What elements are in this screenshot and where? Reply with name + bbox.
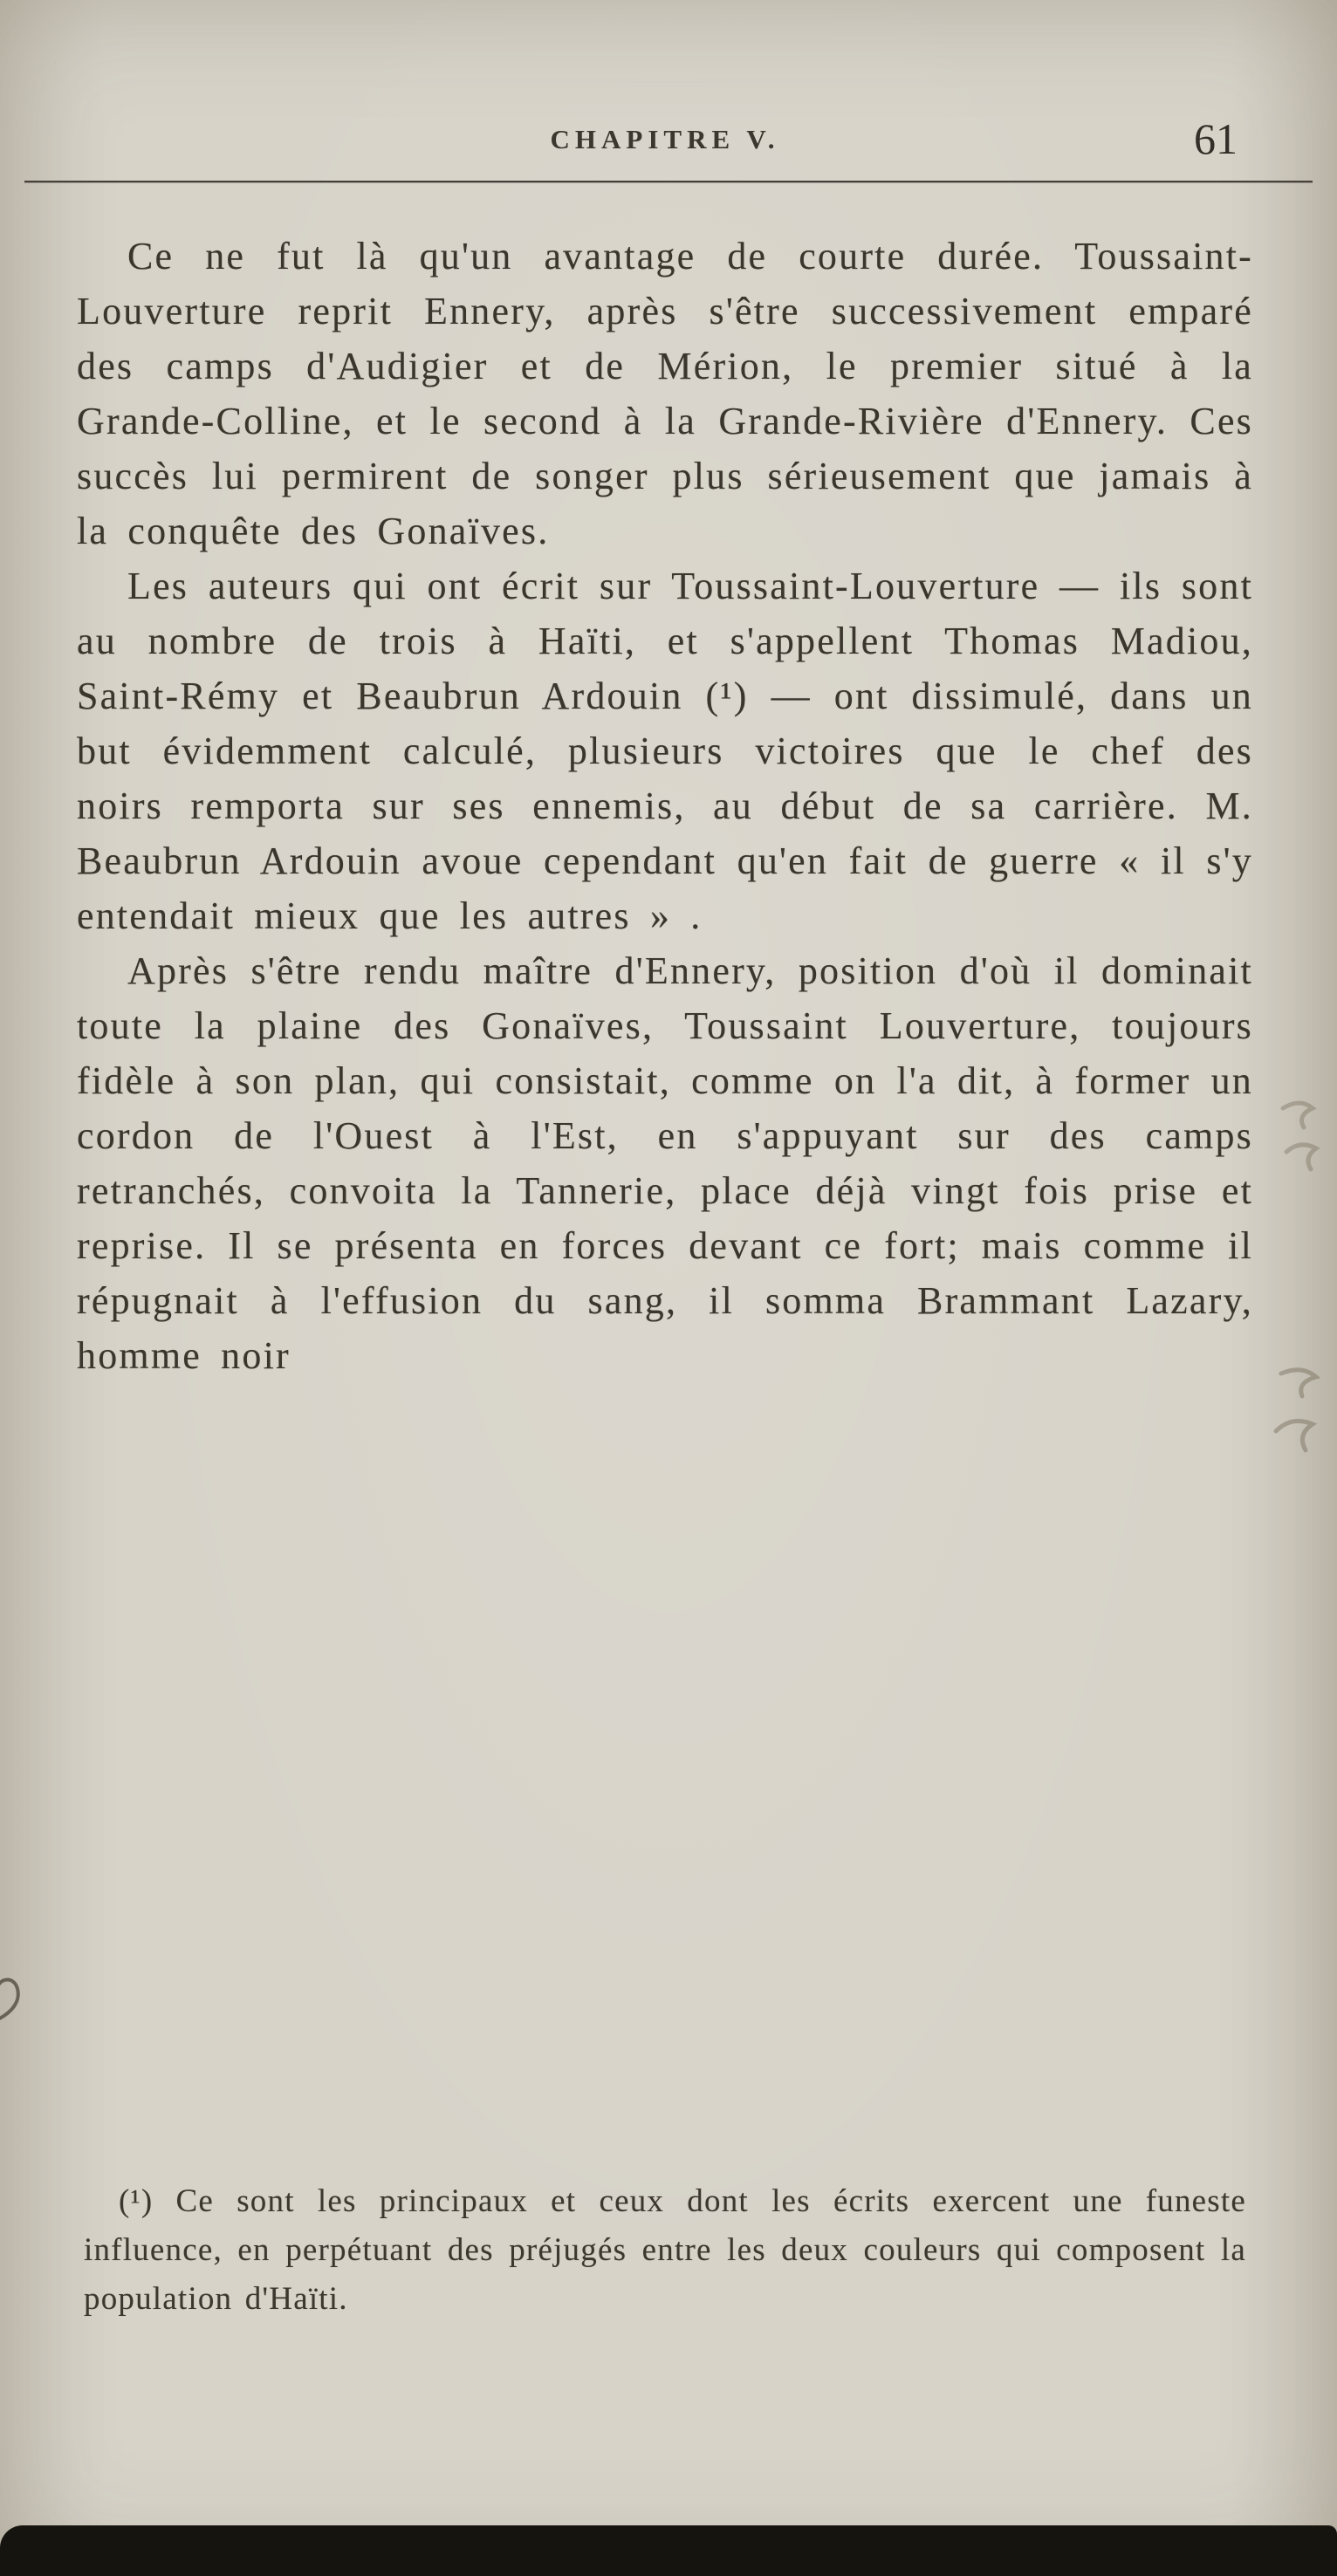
- page-number: 61: [1194, 114, 1238, 163]
- margin-handwriting-mark-icon: [1267, 1361, 1337, 1483]
- body-text: [77, 229, 1253, 1383]
- header-rule: [24, 181, 1313, 182]
- paragraph: Les auteurs qui ont écrit sur Toussaint-Louverture — ils sont au nombre de trois à Haïti, et s'appellent Thomas Madiou, Saint-Rémy et Beaubrun Ardouin (¹) — ont dissimulé, dans un but évidemment calculé, plusieurs victoires que le chef des noirs remporta sur ses ennemis, au début de sa carrière. M. Beaubrun Ardouin avoue cependant qu'en fait de guerre « il s'y entendait mieux que les autres » .: [77, 565, 1253, 937]
- bottom-scan-bar: [0, 2525, 1337, 2576]
- page-header: [77, 113, 1253, 175]
- chapter-title: CHAPITRE V.: [550, 124, 780, 154]
- margin-pencil-mark-icon: [0, 1959, 47, 2029]
- paragraph: Ce ne fut là qu'un avantage de courte durée. Toussaint-Louverture reprit Ennery, après s'être successivement emparé des camps d'Audigier et de Mérion, le premier situé à la Grande-Colline, et le second à la Grande-Rivière d'Ennery. Ces succès lui permirent de songer plus sérieusement que jamais à la conquête des Gonaïves.: [77, 235, 1253, 552]
- footnote: (¹) Ce sont les principaux et ceux dont les écrits exercent une funeste influence, en perpétuant des préjugés entre les deux couleurs qui composent la population d'Haïti.: [84, 2183, 1246, 2317]
- margin-handwriting-mark-icon: [1274, 1091, 1335, 1196]
- paragraph: Après s'être rendu maître d'Ennery, position d'où il dominait toute la plaine des Gonaïves, Toussaint Louverture, toujours fidèle à son plan, qui consistait, comme on l'a dit, à former un cordon de l'Ouest à l'Est, en s'appuyant sur des camps retranchés, convoita la Tannerie, place déjà vingt fois prise et reprise. Il se présenta en forces devant ce fort; mais comme il répugnait à l'effusion du sang, il somma Brammant Lazary, homme noir: [77, 949, 1253, 1377]
